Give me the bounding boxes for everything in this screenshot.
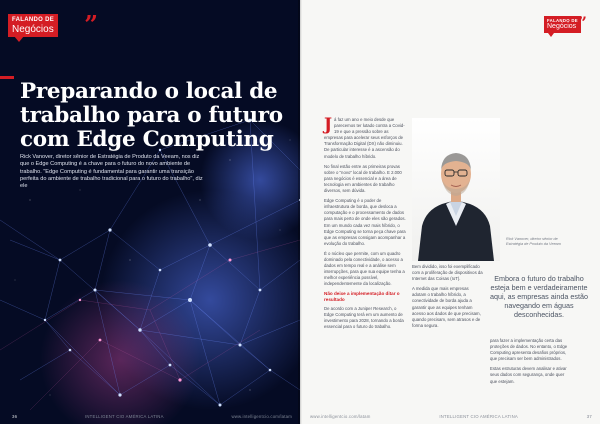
right-page-footer [310, 414, 592, 419]
quote-mark-icon: ” [577, 13, 587, 32]
speech-bubble-tail-icon [548, 33, 554, 37]
right-page [300, 0, 600, 424]
brand-line2: Negócios [12, 24, 54, 35]
article-column-1 [324, 117, 406, 334]
footer-url: www.intelligentcio.com/latam [310, 414, 371, 419]
photo-caption: Rick Vanover, diretor sênior de Estratégia de Produto da Veeam [506, 237, 561, 246]
page-number: 37 [586, 414, 592, 419]
paragraph: No final estão entre as primeiras provas sobre o "novo" local de trabalho. E 2.000 para negócios é essencial e a área de tecnologia em ambientes de trabalho diversos, sem dúvida. [324, 163, 402, 194]
paragraph: Edge Computing é o poder de infraestrutura de borda, que desloca a computação e o processamento de dados para mais perto de onde eles são gerados. Em um mundo cada vez mais híbrido, o Edge Computing se torna peça chave para que as empresas consigam acompanhar a evolução do trabalho. [324, 198, 406, 246]
brand-line1: FALANDO DE [12, 17, 54, 23]
page-number: 36 [12, 414, 18, 419]
article-column-2 [412, 264, 484, 333]
paragraph: A medida que mais empresas adotam o trabalho híbrido, a conectividade de borda ajuda a garantir que as equipes tenham acesso aos dados de que precisam, quando precisam, sem atrasos e de forma segura. [412, 286, 481, 328]
article-column-3 [490, 338, 572, 389]
headline-accent-rule [0, 76, 14, 79]
drop-cap: J [324, 115, 333, 135]
left-page-footer [12, 414, 292, 419]
pull-quote: Embora o futuro do trabalho esteja bem e verdadeiramente aqui, as empresas ainda estão navegando em águas desconhecidas. [490, 274, 588, 319]
quote-mark-icon: ” [84, 10, 98, 39]
paragraph-text: á faz um ano e meio desde que parecemos ter lutado contra a Covid-19 e que a pressão sobre as empresas para acelerar seus esforços de Transformação Digital (DX) não diminuiu. De particular interesse é a ascensão do modelo de trabalho híbrido. [324, 117, 405, 159]
brand-logo [8, 10, 98, 42]
author-portrait-photo [412, 118, 500, 261]
article-headline: Preparando o local de trabalho para o futuro com Edge Computing [20, 79, 283, 152]
brand-logo-box [8, 14, 58, 37]
speech-bubble-tail-icon [14, 36, 24, 42]
brand-line2: Negócios [547, 23, 577, 30]
article-intro: Rick Vanover, diretor sênior de Estratégia de Produto da Veeam, nos diz que o Edge Computing é a chave para o futuro do novo ambiente de trabalho. "Edge Computing é fundamental para garantir uma transição perfeita do ambiente de trabalho tradicional para o futuro do trabalho", diz ele [20, 154, 203, 190]
paragraph [324, 117, 406, 160]
paragraph: É o núcleo que permite, com um quadro dominado pela conectividade, o acesso a dados em tempo real e a análise sem interrupções, para que sua equipe tenha a melhor experiência possível, independentemente da localização. [324, 250, 405, 287]
footer-issue: INTELLIGENT CIO AMÉRICA LATINA [84, 414, 164, 419]
footer-url: www.intelligentcio.com/latam [231, 414, 292, 419]
paragraph: Estas estruturas devem analisar e ativar seus dados com segurança, onde quer que estejam. [490, 366, 567, 384]
paragraph: De acordo com a Juniper Research, o Edge Computing terá em um aumento de investimento para 2028, tornando a borda essencial para o futuro do trabalho. [324, 306, 404, 330]
section-subheading: Não deixe a implementação ditar o resultado [324, 291, 400, 303]
portrait-illustration [412, 118, 500, 261]
brand-logo-box [544, 16, 581, 33]
spine-gutter [298, 0, 302, 424]
footer-issue: INTELLIGENT CIO AMÉRICA LATINA [439, 414, 518, 419]
paragraph: para fazer a implementação certa das proteções de dados. No entanto, o Edge Computing apresenta desafios próprios, que precisam ser bem administrados. [490, 338, 568, 362]
paragraph: Bem dividido, isso foi exemplificado com a proliferação de dispositivos da Internet das Coisas (IoT). [412, 264, 483, 282]
brand-line1: FALANDO DE [547, 18, 578, 23]
brand-logo-small [544, 13, 587, 33]
